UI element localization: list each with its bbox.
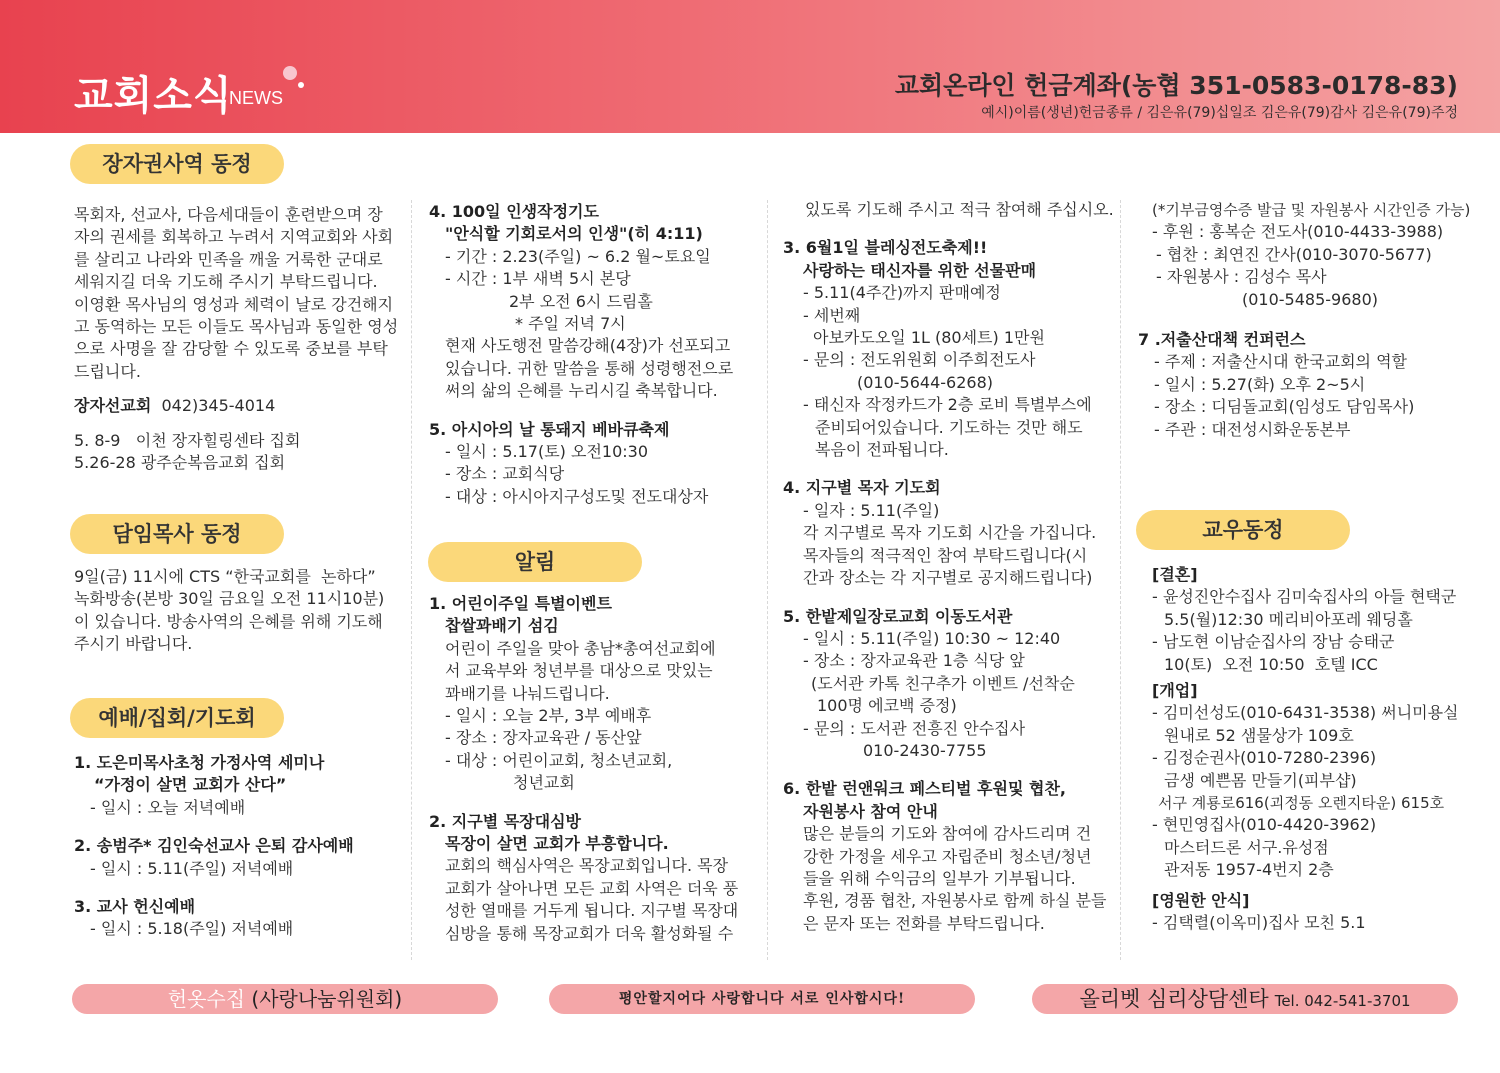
notice-detail: 복음이 전파됩니다. bbox=[815, 440, 949, 460]
clothes-collection-label: 헌옷수집 bbox=[167, 987, 246, 1011]
notice-title: 2. 지구별 목장대심방 bbox=[429, 811, 581, 831]
offering-account-example: 예시)이름(생년)헌금종류 / 김은유(79)십일조 김은유(79)감사 김은유(79)주정 bbox=[981, 105, 1458, 121]
notice-detail: 아보카도오일 1L (80세트) 1만원 bbox=[813, 328, 1045, 348]
worship-item-detail: - 일시 : 5.18(주일) 저녁예배 bbox=[90, 919, 294, 939]
prayer-period: - 기간 : 2.23(주일) ~ 6.2 월~토요일 bbox=[445, 246, 711, 266]
notice-detail: 준비되어있습니다. 기도하는 것만 해도 bbox=[815, 417, 1083, 437]
church-phone: 042)345-4014 bbox=[161, 396, 276, 416]
worship-list bbox=[74, 752, 404, 941]
column-3 bbox=[783, 199, 1118, 935]
notice-detail: - 일자 : 5.11(주일) bbox=[803, 500, 940, 520]
column-1 bbox=[74, 204, 404, 474]
decorative-dot-icon bbox=[283, 66, 297, 80]
notice-detail: - 문의 : 도서관 전흥진 안수집사 bbox=[803, 718, 1026, 738]
run-walk-contact: - 협찬 : 최연진 간사(010-3070-5677) bbox=[1156, 244, 1432, 264]
notice-detail: - 장소 : 장자교육관 / 동산앞 bbox=[445, 728, 642, 748]
worship-item-title: 2. 송범주* 김인숙선교사 은퇴 감사예배 bbox=[74, 836, 354, 856]
members-item: 관저동 1957-4번지 2층 bbox=[1164, 860, 1334, 880]
pastor-text: 이 있습니다. 방송사역의 은혜를 위해 기도해 bbox=[74, 611, 383, 631]
festival-title: 5. 아시아의 날 통돼지 베바큐축제 bbox=[429, 419, 670, 439]
prayer-subtitle: "안식할 기회로서의 인생"(히 4:11) bbox=[445, 224, 703, 244]
jangja-text: 를 살리고 나라와 민족을 깨울 거룩한 군대로 bbox=[74, 249, 383, 269]
church-contact bbox=[74, 395, 404, 417]
notice-detail: - 주관 : 대전성시화운동본부 bbox=[1154, 419, 1351, 439]
clothes-collection-banner bbox=[72, 984, 498, 1014]
section-heading-notice: 알림 bbox=[428, 542, 642, 582]
decorative-dot-small-icon bbox=[298, 82, 304, 88]
column-divider bbox=[411, 200, 412, 960]
section-heading-worship: 예배/집회/기도회 bbox=[70, 698, 284, 738]
pastor-text: 9일(금) 11시에 CTS “한국교회를 논하다” bbox=[74, 567, 376, 586]
column-2-top bbox=[429, 201, 763, 508]
notice-body: 은 문자 또는 전화를 부탁드립니다. bbox=[803, 913, 1045, 933]
notice-detail: - 주제 : 저출산시대 한국교회의 역할 bbox=[1154, 352, 1407, 372]
counseling-center-banner bbox=[1032, 984, 1458, 1014]
notice-detail: - 장소 : 디딤돌교회(임성도 담임목사) bbox=[1154, 397, 1415, 417]
members-item: 원내로 52 샘물상가 109호 bbox=[1164, 725, 1354, 745]
notice-detail: - 문의 : 전도위원회 이주희전도사 bbox=[803, 350, 1036, 370]
notice-title: 4. 지구별 목자 기도회 bbox=[783, 478, 941, 498]
notice-detail: (010-5644-6268) bbox=[857, 372, 994, 392]
notice-body: 심방을 통해 목장교회가 더욱 활성화될 수 bbox=[445, 923, 734, 943]
greeting-banner: 평안할지어다 사랑합니다 서로 인사합시다! bbox=[549, 984, 975, 1014]
counseling-center-phone: Tel. 042-541-3701 bbox=[1274, 992, 1411, 1010]
church-name: 장자선교회 bbox=[74, 396, 152, 416]
header-banner bbox=[0, 0, 1500, 133]
members-item: - 김정순권사(010-7280-2396) bbox=[1152, 748, 1377, 768]
notice-title: 3. 6월1일 블레싱전도축제!! bbox=[783, 238, 988, 258]
notice-subtitle: 자원봉사 참여 안내 bbox=[803, 801, 938, 821]
members-category: [개업] bbox=[1152, 681, 1198, 701]
jangja-text: 자의 권세를 회복하고 누려서 지역교회와 사회 bbox=[74, 227, 394, 247]
notice-detail: (도서관 카톡 친구추가 이벤트 /선착순 bbox=[811, 673, 1075, 693]
members-item: - 현민영집사(010-4420-3962) bbox=[1152, 815, 1377, 835]
column-4 bbox=[1138, 199, 1478, 441]
members-item: 금생 예쁜몸 만들기(피부샵) bbox=[1164, 770, 1357, 790]
prayer-time: * 주일 저녁 7시 bbox=[515, 314, 626, 334]
notice-subtitle: 목장이 살면 교회가 부흥합니다. bbox=[445, 834, 669, 854]
notice-subtitle: 사랑하는 태신자를 위한 선물판매 bbox=[803, 260, 1037, 280]
members-item: 서구 계룡로616(괴정동 오렌지타운) 615호 bbox=[1158, 794, 1445, 813]
notice-body: 서 교육부와 청년부를 대상으로 맛있는 bbox=[445, 661, 713, 681]
section-heading-members: 교우동정 bbox=[1136, 510, 1350, 550]
notice-detail: - 장소 : 장자교육관 1층 식당 앞 bbox=[803, 651, 1025, 671]
offering-account-title: 교회온라인 헌금계좌(농협 351-0583-0178-83) bbox=[894, 71, 1458, 100]
notice-body: 들을 위해 수익금의 일부가 기부됩니다. bbox=[803, 868, 1076, 888]
notice-title: 6. 한밭 런앤워크 페스티벌 후원및 협찬, bbox=[783, 779, 1066, 799]
notice-detail: 청년교회 bbox=[513, 773, 575, 793]
notice-detail: - 세번째 bbox=[803, 305, 861, 325]
worship-item-detail: - 일시 : 오늘 저녁예배 bbox=[90, 797, 246, 817]
pastor-text: 녹화방송(본방 30일 금요일 오전 11시10분) bbox=[74, 589, 385, 609]
jangja-text: 고 동역하는 모든 이들도 목사님과 동일한 영성 bbox=[74, 317, 399, 337]
notice-detail: - 5.11(4주간)까지 판매예정 bbox=[803, 283, 1001, 303]
column-2-notice bbox=[429, 593, 763, 945]
notice-title: 5. 한밭제일장로교회 이동도서관 bbox=[783, 606, 1013, 626]
run-walk-contact: (010-5485-9680) bbox=[1242, 289, 1379, 309]
run-walk-note: (*기부금영수증 발급 및 자원봉사 시간인증 가능) bbox=[1152, 201, 1471, 219]
festival-detail: - 대상 : 아시아지구성도및 전도대상자 bbox=[445, 486, 709, 506]
jangja-text: 목회자, 선교사, 다음세대들이 훈련받으며 장 bbox=[74, 205, 383, 224]
notice-body: 성한 열매를 거두게 됩니다. 지구별 목장대 bbox=[445, 901, 739, 921]
notice-body: 어린이 주일을 맞아 총남*총여선교회에 bbox=[445, 638, 716, 658]
column-divider bbox=[767, 200, 768, 960]
notice-body: 각 지구별로 목자 기도회 시간을 가집니다. bbox=[803, 523, 1097, 543]
pastor-news bbox=[74, 566, 404, 656]
prayer-time: 2부 오전 6시 드림홀 bbox=[509, 291, 653, 311]
page-title: 교회소식 bbox=[74, 73, 233, 119]
notice-continuation: 있도록 기도해 주시고 적극 참여해 주십시오. bbox=[805, 200, 1114, 219]
festival-detail: - 장소 : 교회식당 bbox=[445, 464, 565, 484]
notice-detail: - 대상 : 어린이교회, 청소년교회, bbox=[445, 750, 673, 770]
notice-detail: - 일시 : 5.11(주일) 10:30 ~ 12:40 bbox=[803, 628, 1061, 648]
prayer-body: 현재 사도행전 말씀강해(4장)가 선포되고 bbox=[445, 336, 731, 356]
members-item: - 김미선성도(010-6431-3538) 써니미용실 bbox=[1152, 703, 1459, 723]
section-heading-pastor: 담임목사 동정 bbox=[70, 514, 284, 554]
jangja-text: 세워지길 더욱 기도해 주시기 부탁드립니다. bbox=[74, 272, 378, 292]
pastor-text: 주시기 바랍니다. bbox=[74, 634, 193, 654]
members-category: [영원한 안식] bbox=[1152, 890, 1250, 910]
notice-title: 1. 어린이주일 특별이벤트 bbox=[429, 594, 612, 613]
notice-detail: - 태신자 작정카드가 2층 로비 특별부스에 bbox=[803, 395, 1092, 415]
run-walk-contact: - 후원 : 홍복순 전도사(010-4433-3988) bbox=[1152, 222, 1444, 242]
jangja-text: 드립니다. bbox=[74, 361, 141, 381]
members-item: 10(토) 오전 10:50 호텔 ICC bbox=[1164, 654, 1378, 674]
festival-detail: - 일시 : 5.17(토) 오전10:30 bbox=[445, 442, 649, 462]
members-category: [결혼] bbox=[1152, 565, 1198, 584]
members-item: - 김택렬(이옥미)집사 모친 5.1 bbox=[1152, 913, 1366, 933]
worship-item-subtitle: “가정이 살면 교회가 산다” bbox=[94, 775, 287, 795]
notice-body: 목자들의 적극적인 참여 부탁드립니다(시 bbox=[803, 545, 1088, 565]
notice-title: 7 .저출산대책 컨퍼런스 bbox=[1138, 330, 1306, 350]
prayer-body: 있습니다. 귀한 말씀을 통해 성령행전으로 bbox=[445, 358, 734, 378]
worship-item-detail: - 일시 : 5.11(주일) 저녁예배 bbox=[90, 858, 294, 878]
prayer-title: 4. 100일 인생작정기도 bbox=[429, 202, 599, 221]
jangja-text: 이영환 목사님의 영성과 체력이 날로 강건해지 bbox=[74, 294, 394, 314]
section-heading-jangja: 장자권사역 동정 bbox=[70, 144, 284, 184]
worship-item-title: 3. 교사 헌신예배 bbox=[74, 897, 196, 917]
jangja-text: 으로 사명을 잘 감당할 수 있도록 중보를 부탁 bbox=[74, 339, 388, 359]
worship-item-title: 1. 도은미목사초청 가정사역 세미나 bbox=[74, 753, 325, 772]
notice-body: 많은 분들의 기도와 참여에 감사드리며 건 bbox=[803, 824, 1092, 844]
column-divider bbox=[1120, 200, 1121, 960]
counseling-center-name: 올리벳 심리상담센타 bbox=[1079, 987, 1269, 1011]
page-subtitle: NEWS bbox=[229, 88, 283, 108]
members-item: 5.5(월)12:30 메리비아포레 웨딩홀 bbox=[1164, 609, 1413, 629]
notice-body: 간과 장소는 각 지구별로 공지해드립니다) bbox=[803, 568, 1093, 588]
clothes-collection-org: (사랑나눔위원회) bbox=[245, 987, 403, 1011]
notice-detail: 010-2430-7755 bbox=[863, 740, 987, 760]
event-item: 5. 8-9 이천 장자힐링센타 집회 bbox=[74, 430, 301, 450]
notice-detail: - 일시 : 5.27(화) 오후 2~5시 bbox=[1154, 374, 1366, 394]
prayer-time: - 시간 : 1부 새벽 5시 본당 bbox=[445, 269, 631, 289]
notice-detail: 100명 에코백 증정) bbox=[817, 696, 957, 716]
notice-body: 후원, 경품 협찬, 자원봉사로 함께 하실 분들 bbox=[803, 891, 1107, 911]
notice-body: 꽈배기를 나눠드립니다. bbox=[445, 683, 610, 703]
prayer-body: 써의 삶의 은혜를 누리시길 축복합니다. bbox=[445, 381, 718, 401]
notice-body: 교회의 핵심사역은 목장교회입니다. 목장 bbox=[445, 856, 729, 876]
members-news bbox=[1152, 564, 1486, 935]
members-item: 마스터드론 서구.유성점 bbox=[1164, 837, 1329, 857]
event-item: 5.26-28 광주순복음교회 집회 bbox=[74, 453, 286, 473]
notice-body: 교회가 살아나면 모든 교회 사역은 더욱 풍 bbox=[445, 878, 739, 898]
run-walk-contact: - 자원봉사 : 김성수 목사 bbox=[1156, 267, 1327, 287]
members-item: - 윤성진안수집사 김미숙집사의 아들 현택군 bbox=[1152, 587, 1457, 607]
members-item: - 남도현 이남순집사의 장남 승태군 bbox=[1152, 632, 1395, 652]
notice-body: 강한 가정을 세우고 자립준비 청소년/청년 bbox=[803, 846, 1092, 866]
notice-detail: - 일시 : 오늘 2부, 3부 예배후 bbox=[445, 706, 652, 726]
notice-subtitle: 찹쌀꽈배기 섬김 bbox=[445, 616, 559, 636]
